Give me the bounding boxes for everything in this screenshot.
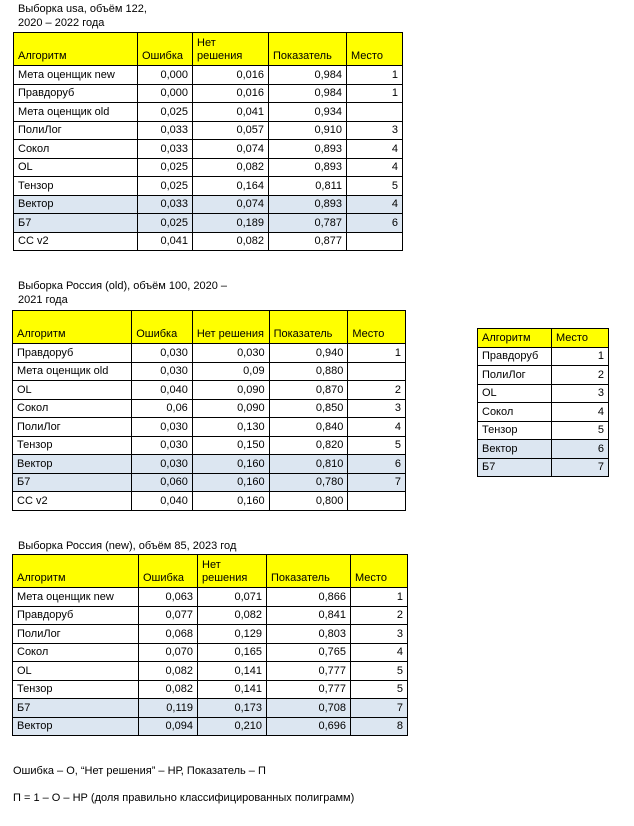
algorithm-name: Б7 (14, 214, 138, 233)
no-solution-value: 0,071 (198, 588, 267, 607)
header-row (14, 33, 403, 66)
table-row (14, 158, 403, 177)
error-value: 0,033 (138, 121, 193, 140)
algorithm-name: OL (478, 384, 552, 403)
score-value: 0,800 (269, 492, 348, 511)
no-solution-value: 0,129 (198, 625, 267, 644)
legend-note: Ошибка – О, “Нет решения” – НР, Показатель – П (13, 765, 266, 777)
table-row (13, 436, 406, 455)
score-value: 0,810 (269, 455, 348, 474)
place-value: 3 (347, 121, 403, 140)
table-row (478, 366, 609, 385)
caption-line: Выборка usa, объём 122, (18, 3, 147, 15)
col-header-place: Место (347, 33, 403, 66)
score-value: 0,803 (267, 625, 351, 644)
table-row (14, 177, 403, 196)
error-value: 0,000 (138, 84, 193, 103)
error-value: 0,033 (138, 140, 193, 159)
table-row (478, 440, 609, 459)
algorithm-name: Сокол (14, 140, 138, 159)
algorithm-name: Вектор (13, 717, 139, 736)
table-row (13, 588, 408, 607)
place-value (347, 232, 403, 251)
score-value: 0,910 (269, 121, 347, 140)
table-row (14, 103, 403, 122)
place-value (348, 362, 406, 381)
col-header-no-solution: Нет решения (198, 555, 267, 588)
no-solution-value: 0,090 (192, 399, 269, 418)
score-value: 0,934 (269, 103, 347, 122)
error-value: 0,060 (132, 473, 193, 492)
no-solution-value: 0,057 (193, 121, 269, 140)
error-value: 0,030 (132, 418, 193, 437)
algorithm-name: CC v2 (13, 492, 132, 511)
table-row (14, 232, 403, 251)
place-value: 3 (552, 384, 609, 403)
place-value: 4 (347, 140, 403, 159)
section-caption (18, 539, 236, 553)
error-value: 0,077 (139, 606, 198, 625)
col-header-score: Показатель (269, 33, 347, 66)
error-value: 0,033 (138, 195, 193, 214)
score-value: 0,893 (269, 195, 347, 214)
error-value: 0,082 (139, 680, 198, 699)
error-value: 0,025 (138, 177, 193, 196)
no-solution-value: 0,165 (198, 643, 267, 662)
score-value: 0,840 (269, 418, 348, 437)
error-value: 0,082 (139, 662, 198, 681)
table-row (13, 625, 408, 644)
algorithm-name: Б7 (13, 699, 139, 718)
table-row (14, 84, 403, 103)
place-value: 3 (348, 399, 406, 418)
col-header-error: Ошибка (138, 33, 193, 66)
algorithm-name: ПолиЛог (13, 625, 139, 644)
table-row (13, 662, 408, 681)
place-value: 2 (552, 366, 609, 385)
place-value: 4 (347, 195, 403, 214)
algorithm-name: Тензор (13, 680, 139, 699)
place-value: 1 (347, 84, 403, 103)
place-value: 5 (348, 436, 406, 455)
table-row (14, 121, 403, 140)
score-value: 0,893 (269, 140, 347, 159)
caption-line: Выборка Россия (old), объём 100, 2020 – (18, 280, 228, 292)
error-value: 0,068 (139, 625, 198, 644)
no-solution-value: 0,141 (198, 662, 267, 681)
table-row (13, 492, 406, 511)
no-solution-value: 0,082 (193, 232, 269, 251)
col-header-place: Место (552, 329, 609, 348)
no-solution-value: 0,164 (193, 177, 269, 196)
place-value: 6 (348, 455, 406, 474)
no-solution-value: 0,160 (192, 492, 269, 511)
results-table-russia-old (12, 310, 406, 511)
table-row (13, 362, 406, 381)
table-row (13, 606, 408, 625)
score-value: 0,877 (269, 232, 347, 251)
section-caption (18, 279, 227, 307)
no-solution-value: 0,030 (192, 344, 269, 363)
place-value: 1 (552, 347, 609, 366)
col-header-algorithm: Алгоритм (13, 555, 139, 588)
algorithm-name: Сокол (478, 403, 552, 422)
caption-line: Выборка Россия (new), объём 85, 2023 год (18, 540, 237, 552)
place-value: 7 (348, 473, 406, 492)
algorithm-name: Сокол (13, 643, 139, 662)
table-row (13, 473, 406, 492)
algorithm-name: OL (13, 381, 132, 400)
header-row (13, 311, 406, 344)
score-value: 0,841 (267, 606, 351, 625)
place-value: 1 (347, 66, 403, 85)
place-value: 3 (351, 625, 408, 644)
col-header-score: Показатель (269, 311, 348, 344)
score-value: 0,866 (267, 588, 351, 607)
header-row (13, 555, 408, 588)
table-row (13, 344, 406, 363)
algorithm-name: Б7 (478, 458, 552, 477)
algorithm-name: Вектор (13, 455, 132, 474)
table-row (13, 680, 408, 699)
table-row (14, 195, 403, 214)
algorithm-name: Мета оценщик old (14, 103, 138, 122)
place-value: 5 (351, 680, 408, 699)
table-row (478, 347, 609, 366)
header-row (478, 329, 609, 348)
no-solution-value: 0,150 (192, 436, 269, 455)
col-header-algorithm: Алгоритм (13, 311, 132, 344)
algorithm-name: Правдоруб (478, 347, 552, 366)
algorithm-name: Сокол (13, 399, 132, 418)
error-value: 0,094 (139, 717, 198, 736)
error-value: 0,070 (139, 643, 198, 662)
algorithm-name: Правдоруб (13, 606, 139, 625)
algorithm-name: Б7 (13, 473, 132, 492)
error-value: 0,040 (132, 381, 193, 400)
table-row (14, 140, 403, 159)
algorithm-name: ПолиЛог (14, 121, 138, 140)
section-caption (18, 2, 147, 30)
score-value: 0,811 (269, 177, 347, 196)
error-value: 0,119 (139, 699, 198, 718)
error-value: 0,025 (138, 103, 193, 122)
table-row (478, 421, 609, 440)
algorithm-name: OL (14, 158, 138, 177)
place-value: 1 (348, 344, 406, 363)
no-solution-value: 0,160 (192, 455, 269, 474)
col-header-error: Ошибка (139, 555, 198, 588)
error-value: 0,025 (138, 214, 193, 233)
algorithm-name: CC v2 (14, 232, 138, 251)
place-value (348, 492, 406, 511)
formula-note: П = 1 – О – НР (доля правильно классифицированных полиграмм) (13, 792, 355, 804)
place-value: 4 (347, 158, 403, 177)
algorithm-name: Вектор (14, 195, 138, 214)
error-value: 0,041 (138, 232, 193, 251)
table-row (13, 643, 408, 662)
error-value: 0,06 (132, 399, 193, 418)
place-value: 7 (552, 458, 609, 477)
score-value: 0,696 (267, 717, 351, 736)
score-value: 0,777 (267, 662, 351, 681)
score-value: 0,940 (269, 344, 348, 363)
col-header-place: Место (351, 555, 408, 588)
place-value: 2 (348, 381, 406, 400)
results-table-usa (13, 32, 403, 251)
algorithm-name: Вектор (478, 440, 552, 459)
no-solution-value: 0,173 (198, 699, 267, 718)
error-value: 0,040 (132, 492, 193, 511)
score-value: 0,708 (267, 699, 351, 718)
score-value: 0,984 (269, 84, 347, 103)
error-value: 0,030 (132, 344, 193, 363)
place-value: 5 (347, 177, 403, 196)
no-solution-value: 0,016 (193, 66, 269, 85)
score-value: 0,893 (269, 158, 347, 177)
table-row (478, 384, 609, 403)
score-value: 0,820 (269, 436, 348, 455)
col-header-no-solution: Нет решения (192, 311, 269, 344)
table-row (14, 66, 403, 85)
error-value: 0,025 (138, 158, 193, 177)
caption-line: 2020 – 2022 года (18, 17, 105, 29)
table-row (13, 717, 408, 736)
table-row (13, 399, 406, 418)
no-solution-value: 0,210 (198, 717, 267, 736)
algorithm-name: Тензор (13, 436, 132, 455)
error-value: 0,030 (132, 436, 193, 455)
no-solution-value: 0,090 (192, 381, 269, 400)
place-value: 5 (351, 662, 408, 681)
score-value: 0,880 (269, 362, 348, 381)
error-value: 0,030 (132, 362, 193, 381)
place-value (347, 103, 403, 122)
results-table-russia-new (12, 554, 408, 736)
algorithm-name: ПолиЛог (478, 366, 552, 385)
col-header-algorithm: Алгоритм (478, 329, 552, 348)
place-value: 1 (351, 588, 408, 607)
table-row (478, 458, 609, 477)
col-header-algorithm: Алгоритм (14, 33, 138, 66)
table-row (13, 418, 406, 437)
score-value: 0,984 (269, 66, 347, 85)
place-value: 8 (351, 717, 408, 736)
algorithm-name: OL (13, 662, 139, 681)
table-row (478, 403, 609, 422)
place-value: 7 (351, 699, 408, 718)
algorithm-name: ПолиЛог (13, 418, 132, 437)
place-value: 4 (351, 643, 408, 662)
no-solution-value: 0,082 (193, 158, 269, 177)
table-row (14, 214, 403, 233)
algorithm-name: Мета оценщик old (13, 362, 132, 381)
error-value: 0,000 (138, 66, 193, 85)
no-solution-value: 0,130 (192, 418, 269, 437)
error-value: 0,030 (132, 455, 193, 474)
no-solution-value: 0,016 (193, 84, 269, 103)
algorithm-name: Правдоруб (14, 84, 138, 103)
place-value: 4 (348, 418, 406, 437)
place-value: 4 (552, 403, 609, 422)
error-value: 0,063 (139, 588, 198, 607)
score-value: 0,777 (267, 680, 351, 699)
no-solution-value: 0,074 (193, 140, 269, 159)
score-value: 0,765 (267, 643, 351, 662)
no-solution-value: 0,074 (193, 195, 269, 214)
algorithm-name: Тензор (14, 177, 138, 196)
table-row (13, 455, 406, 474)
col-header-error: Ошибка (132, 311, 193, 344)
algorithm-name: Мета оценщик new (13, 588, 139, 607)
no-solution-value: 0,189 (193, 214, 269, 233)
score-value: 0,850 (269, 399, 348, 418)
algorithm-name: Мета оценщик new (14, 66, 138, 85)
place-value: 6 (552, 440, 609, 459)
no-solution-value: 0,082 (198, 606, 267, 625)
col-header-score: Показатель (267, 555, 351, 588)
col-header-no-solution: Нет решения (193, 33, 269, 66)
no-solution-value: 0,160 (192, 473, 269, 492)
place-value: 5 (552, 421, 609, 440)
score-value: 0,870 (269, 381, 348, 400)
col-header-place: Место (348, 311, 406, 344)
score-value: 0,787 (269, 214, 347, 233)
summary-rank-table (477, 328, 609, 477)
table-row (13, 699, 408, 718)
no-solution-value: 0,141 (198, 680, 267, 699)
no-solution-value: 0,09 (192, 362, 269, 381)
score-value: 0,780 (269, 473, 348, 492)
no-solution-value: 0,041 (193, 103, 269, 122)
place-value: 2 (351, 606, 408, 625)
algorithm-name: Правдоруб (13, 344, 132, 363)
algorithm-name: Тензор (478, 421, 552, 440)
caption-line: 2021 года (18, 294, 68, 306)
table-row (13, 381, 406, 400)
place-value: 6 (347, 214, 403, 233)
